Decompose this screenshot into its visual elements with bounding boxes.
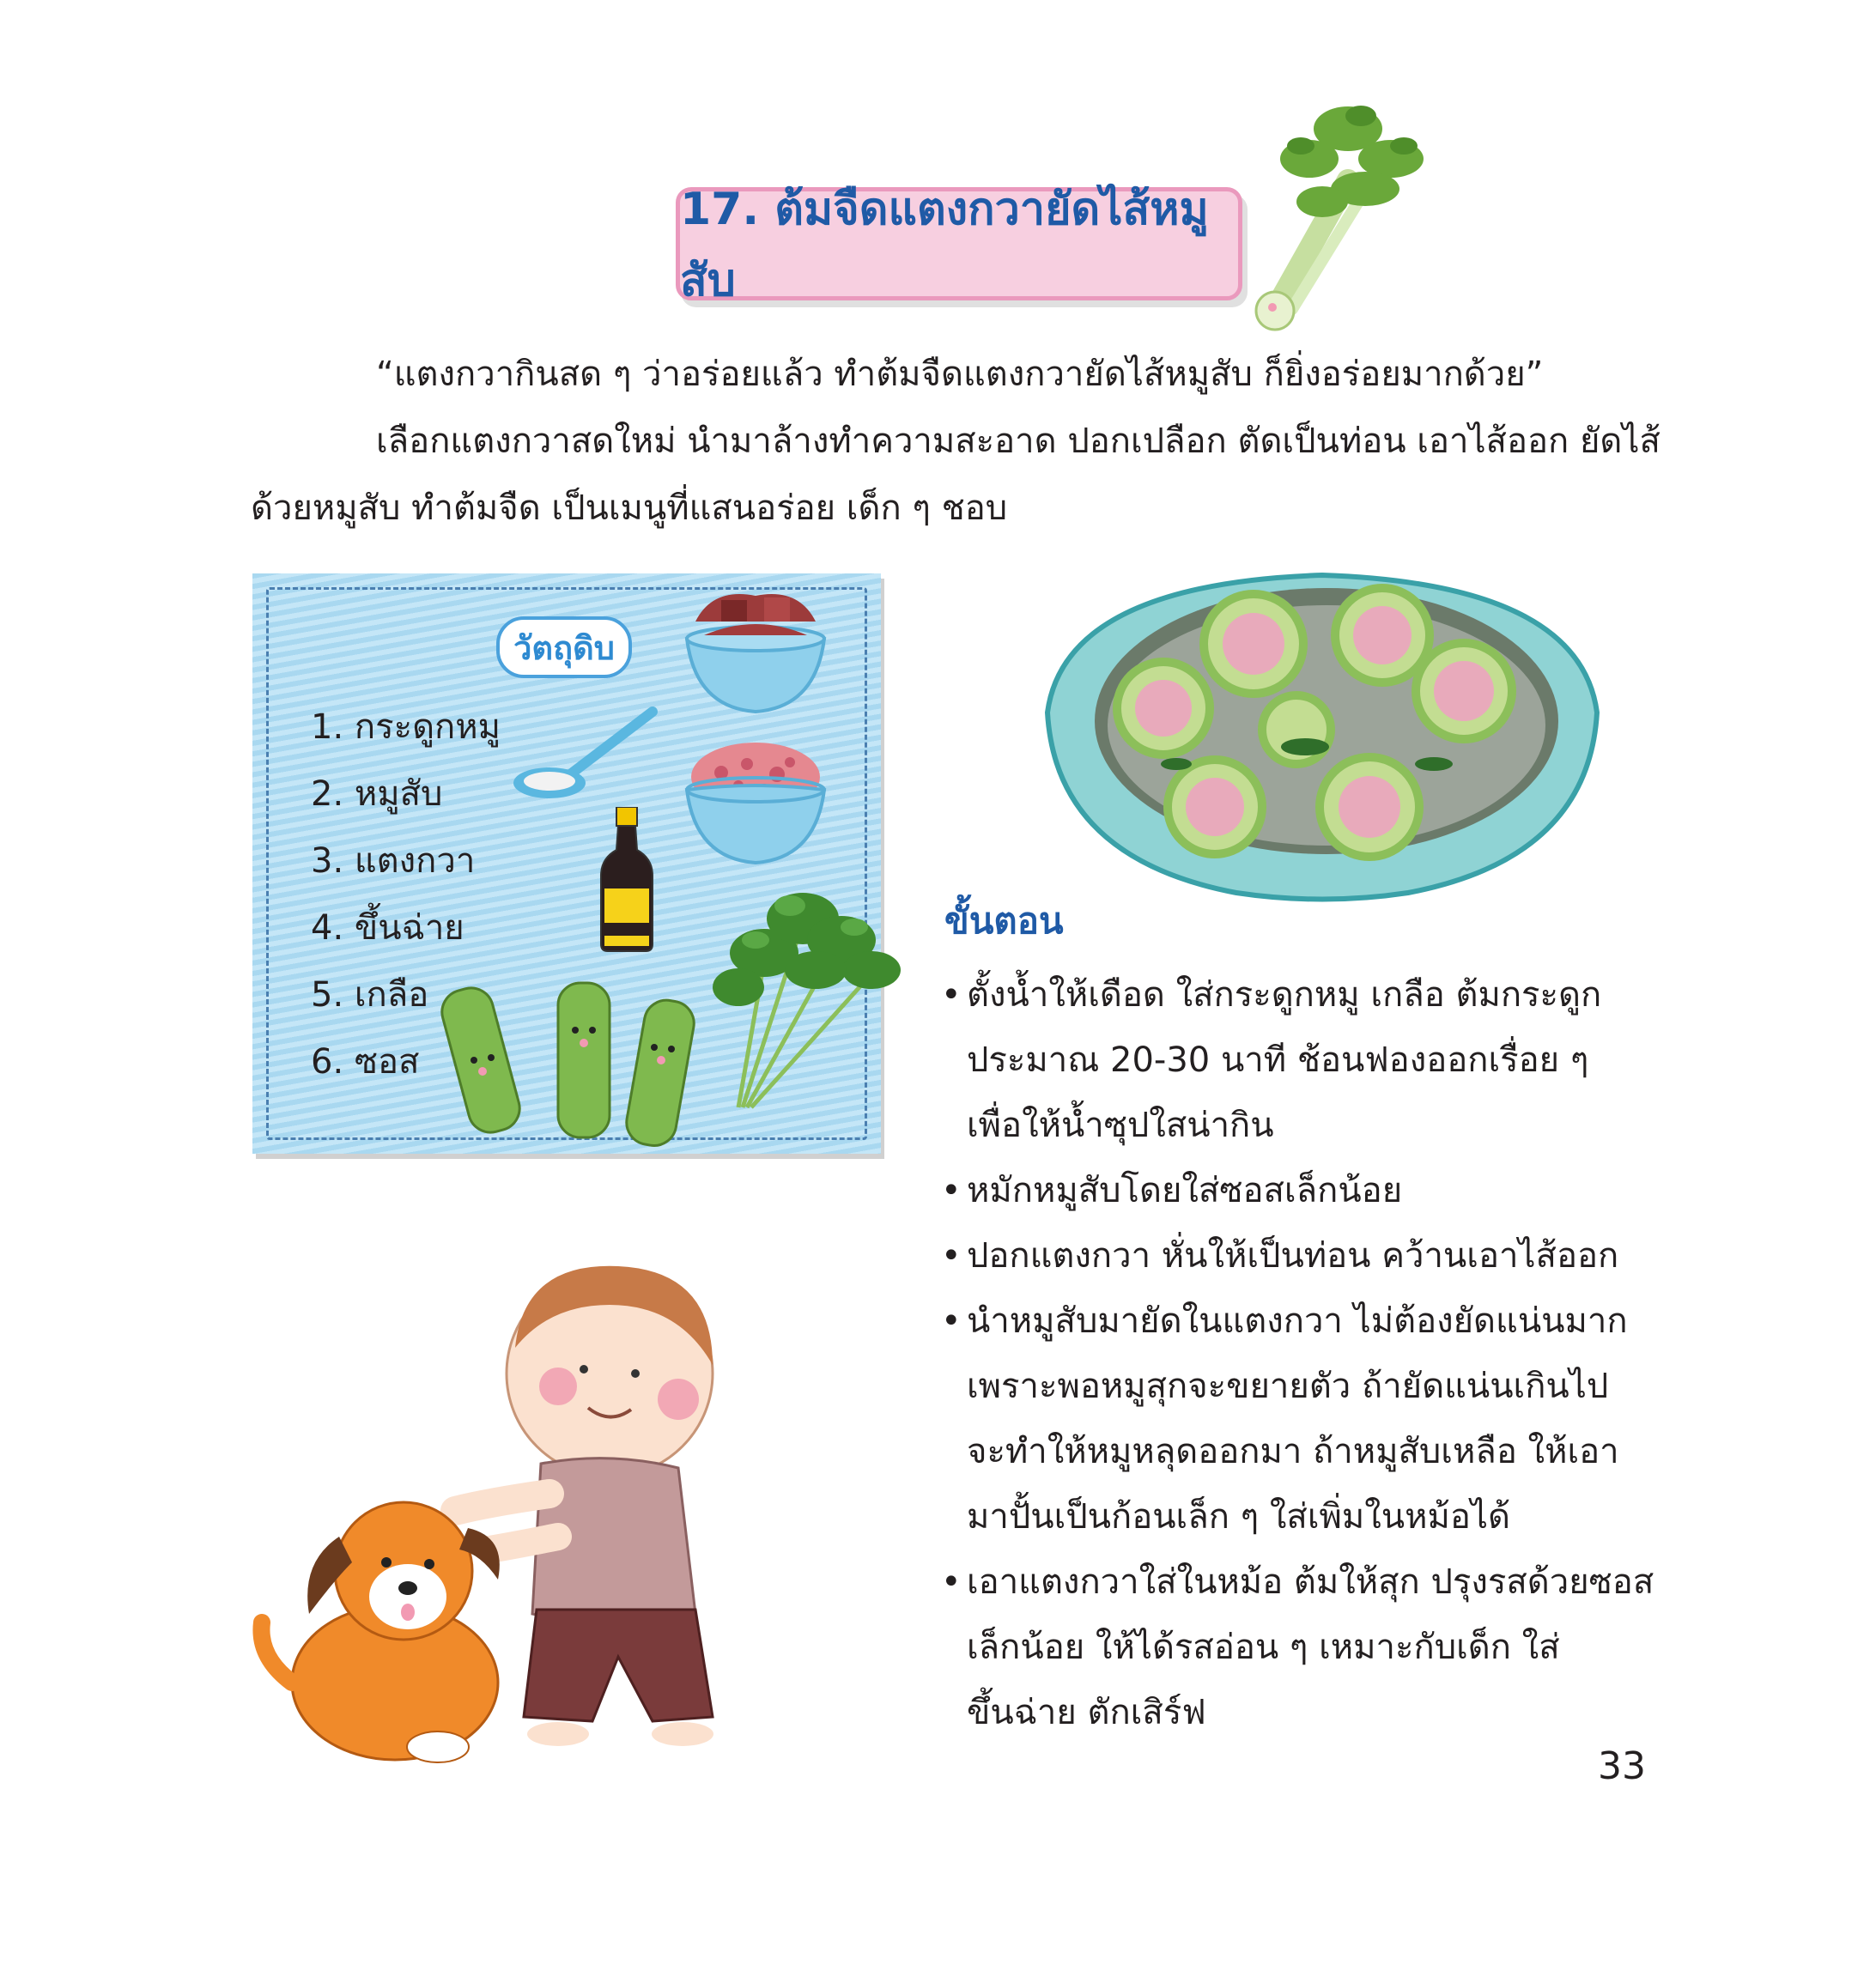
step-item — [941, 1293, 1628, 1348]
bullet-icon: • — [941, 1171, 962, 1210]
cucumber-icon — [618, 996, 704, 1150]
intro-line-2: ด้วยหมูสับ ทำต้มจืด เป็นเมนูที่แสนอร่อย เด็ก ๆ ชอบ — [251, 488, 1008, 528]
title-banner — [676, 184, 1242, 306]
step-text: มาปั้นเป็นก้อนเล็ก ๆ ใส่เพิ่มในหม้อได้ — [967, 1497, 1510, 1537]
ingredient-item: 4. ขึ้นฉ่าย — [311, 908, 464, 948]
step-text: เล็กน้อย ให้ได้รสอ่อน ๆ เหมาะกับเด็ก ใส่ — [967, 1628, 1560, 1667]
cucumber-icon — [438, 979, 532, 1142]
step-text: ขึ้นฉ่าย ตักเสิร์ฟ — [967, 1693, 1206, 1732]
bullet-icon: • — [941, 1301, 962, 1341]
step-text: เพราะพอหมูสุกจะขยายตัว ถ้ายัดแน่นเกินไป — [967, 1367, 1609, 1406]
step-text: เอาแตงกวาใส่ในหม้อ ต้มให้สุก ปรุงรสด้วยซอส — [967, 1562, 1654, 1602]
intro-quote: “แตงกวากินสด ๆ ว่าอร่อยแล้ว ทำต้มจืดแตงกวายัดไส้หมูสับ ก็ยิ่งอร่อยมากด้วย” — [376, 355, 1544, 394]
chinese-celery-icon — [704, 858, 910, 1116]
ingredient-item: 1. กระดูกหมู — [311, 707, 501, 747]
step-item — [941, 967, 1601, 1022]
pork-bones-bowl-icon — [678, 587, 833, 716]
cucumber-icon — [545, 979, 622, 1142]
ingredient-item: 5. เกลือ — [311, 975, 429, 1015]
step-text: ปอกแตงกวา หั่นให้เป็นท่อน คว้านเอาไส้ออก — [967, 1236, 1619, 1276]
ingredient-item: 2. หมูสับ — [311, 774, 443, 814]
step-text: หมักหมูสับโดยใส่ซอสเล็กน้อย — [967, 1171, 1403, 1210]
bullet-icon: • — [941, 1562, 962, 1602]
ingredient-item: 3. แตงกวา — [311, 841, 476, 881]
step-text: เพื่อให้น้ำซุปใสน่ากิน — [967, 1106, 1274, 1145]
sauce-bottle-icon — [592, 807, 661, 953]
soup-bowl-illustration — [1030, 549, 1614, 910]
step-text: ประมาณ 20-30 นาที ช้อนฟองออกเรื่อย ๆ — [967, 1040, 1589, 1080]
minced-pork-bowl-icon — [678, 730, 833, 867]
step-item — [941, 1228, 1618, 1283]
step-item — [941, 1554, 1654, 1609]
celery-illustration — [1219, 77, 1442, 335]
step-text: นำหมูสับมายัดในแตงกวา ไม่ต้องยัดแน่นมาก — [967, 1301, 1628, 1341]
step-text: ตั้งน้ำให้เดือด ใส่กระดูกหมู เกลือ ต้มกระดูก — [967, 975, 1602, 1015]
ingredients-label — [496, 616, 632, 678]
ingredients-label-text: วัตถุดิบ — [513, 628, 615, 667]
step-item — [941, 1162, 1402, 1217]
page-number: 33 — [1598, 1744, 1646, 1788]
intro-line-1: เลือกแตงกวาสดใหม่ นำมาล้างทำความสะอาด ปอกเปลือก ตัดเป็นท่อน เอาไส้ออก ยัดไส้ — [376, 421, 1660, 461]
bullet-icon: • — [941, 1236, 962, 1276]
steps-heading: ขั้นตอน — [944, 900, 1064, 942]
ingredient-item: 6. ซอส — [311, 1042, 420, 1082]
recipe-title: 17. ต้มจืดแตงกวายัดไส้หมูสับ — [680, 184, 1209, 306]
bullet-icon: • — [941, 975, 962, 1015]
step-text: จะทำให้หมูหลุดออกมา ถ้าหมูสับเหลือ ให้เอา — [967, 1432, 1619, 1471]
spoon-salt-icon — [511, 699, 665, 802]
child-and-puppy-illustration — [232, 1253, 850, 1786]
